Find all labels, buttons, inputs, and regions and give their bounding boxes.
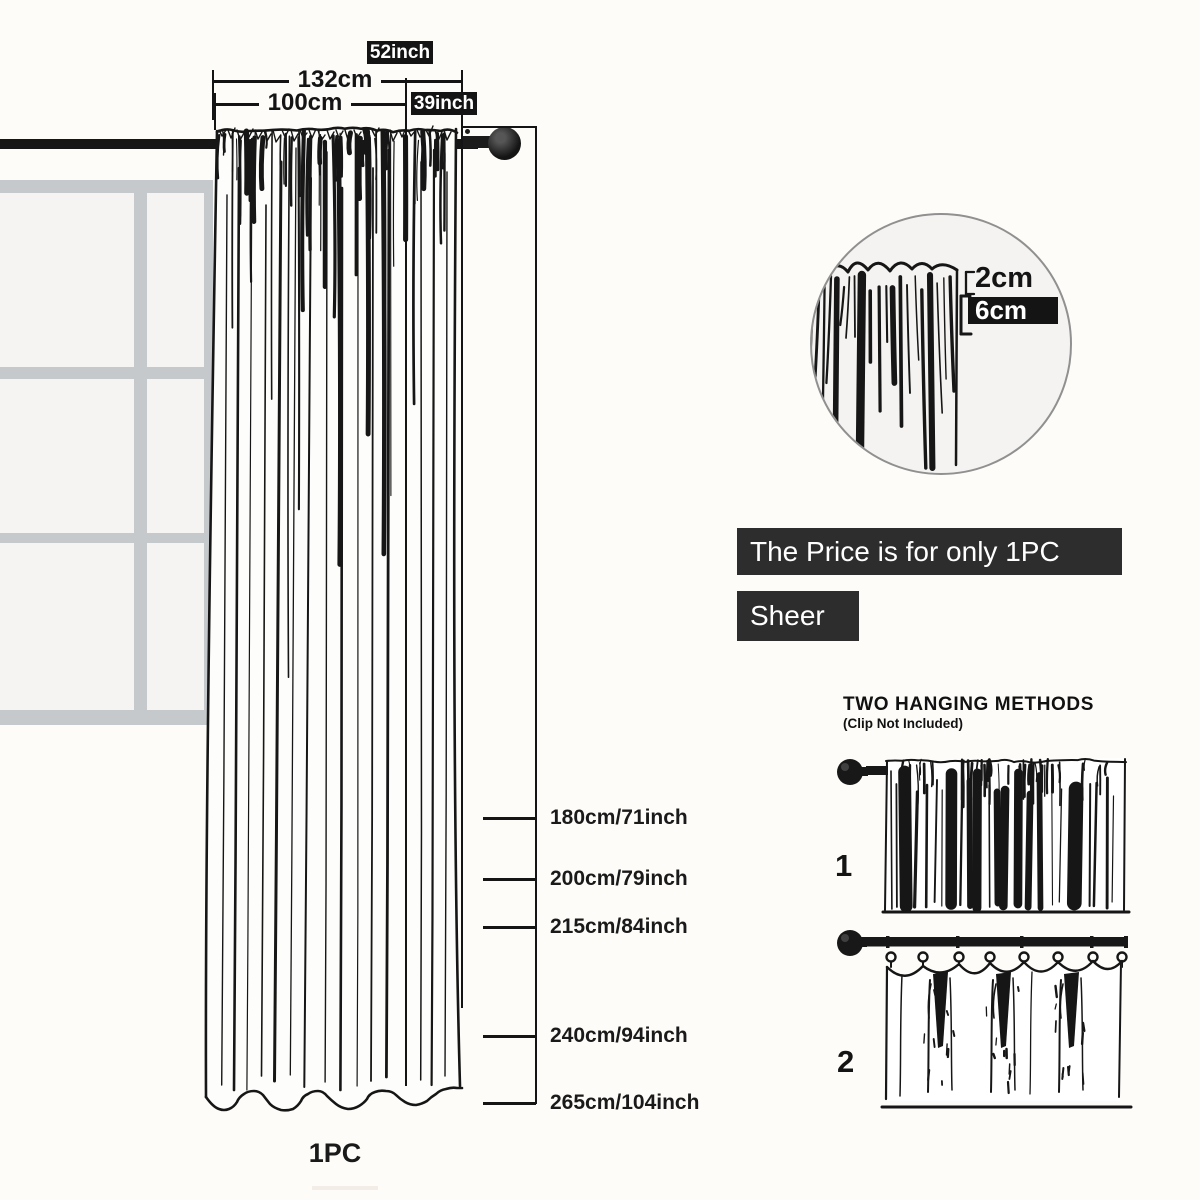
dim-drop-line-100: [405, 78, 407, 1086]
window-pane: [0, 180, 213, 725]
dim-label-100cm: 100cm: [267, 89, 343, 116]
detail-label-6cm: 6cm: [975, 295, 1028, 325]
length-label: 215cm/84inch: [550, 915, 688, 938]
length-label: 180cm/71inch: [550, 806, 688, 829]
measure-box-left: [461, 126, 463, 1008]
length-tick: [483, 926, 536, 929]
price-banner-text: The Price is for only 1PC: [750, 535, 1060, 567]
curtain-illustration: [200, 115, 470, 1120]
length-label: 265cm/104inch: [550, 1091, 700, 1114]
length-tick: [483, 1035, 536, 1038]
window-mullion: [134, 180, 147, 710]
rod-bracket-screw: [465, 129, 470, 134]
detail-banner-6cm: [968, 297, 1058, 324]
bottom-smudge: [312, 1186, 378, 1190]
dim-line-132-left: [213, 80, 289, 83]
dim-line-100-left: [215, 103, 259, 106]
detail-label-2cm: 2cm: [975, 262, 1034, 294]
window-sill: [0, 710, 218, 725]
dim-tick-left-100: [214, 93, 216, 130]
method-2-number: 2: [837, 1044, 855, 1079]
window-frame-rail-1: [0, 367, 213, 379]
measure-box-top: [462, 126, 537, 128]
dim-line-132-right: [381, 80, 462, 83]
hanging-methods-illustration: [820, 745, 1150, 1115]
piece-count-label: 1PC: [308, 1138, 362, 1168]
length-label: 200cm/79inch: [550, 867, 688, 890]
window-frame-rail-2: [0, 533, 213, 543]
method-1-number: 1: [835, 848, 853, 883]
length-tick: [483, 878, 536, 881]
dim-badge-39inch: 39inch: [411, 92, 477, 115]
header-detail-sketch: [812, 215, 1070, 473]
window-frame-top: [0, 180, 213, 193]
price-banner: [737, 528, 1122, 575]
hanging-methods-subtitle: (Clip Not Included): [843, 716, 963, 731]
dim-line-100-right: [351, 103, 406, 106]
rod-finial-ball: [488, 127, 521, 160]
length-tick: [483, 817, 536, 820]
dim-label-132cm: 132cm: [297, 66, 373, 93]
dim-badge-52inch: 52inch: [367, 41, 433, 64]
measure-box-right: [535, 126, 537, 1104]
header-detail-circle: [810, 213, 1072, 475]
sheer-banner: [737, 591, 859, 641]
length-label: 240cm/94inch: [550, 1024, 688, 1047]
sheer-banner-text: Sheer: [750, 600, 825, 631]
length-tick: [483, 1102, 536, 1105]
hanging-methods-title: TWO HANGING METHODS: [843, 694, 1094, 715]
